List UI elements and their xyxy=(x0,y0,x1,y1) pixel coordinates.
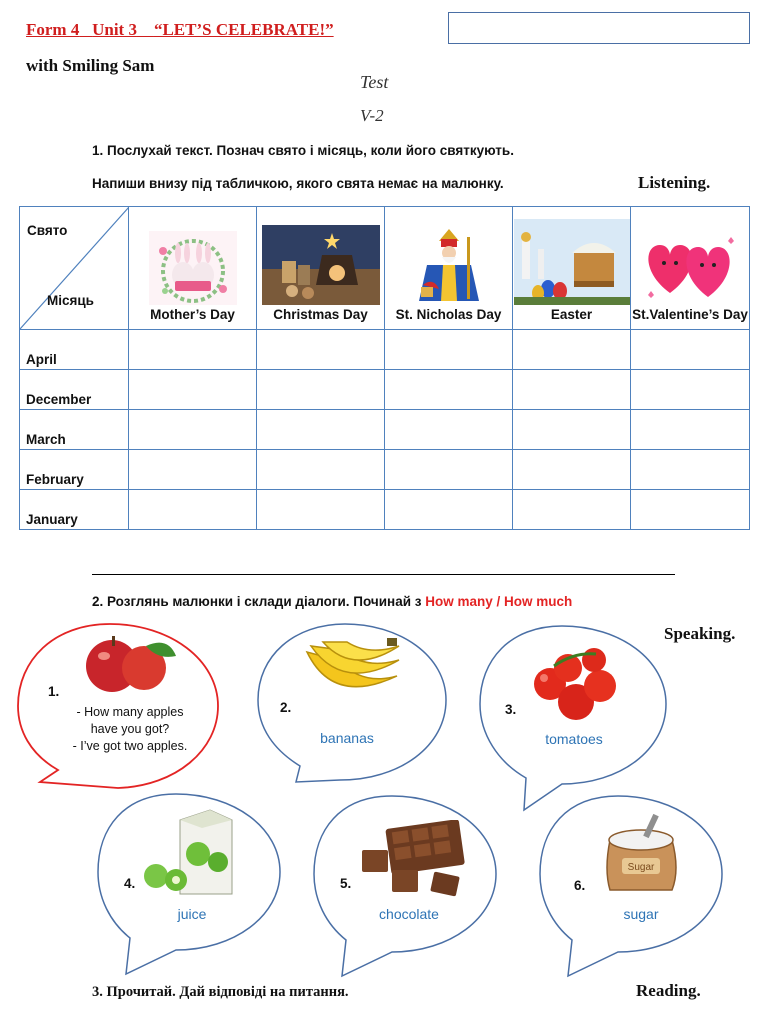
bubble-number: 4. xyxy=(124,876,136,891)
easter-cake-picture xyxy=(514,219,630,305)
task1-instruction: 1. Послухай текст. Познач свято і місяць, коли його святкують. xyxy=(92,143,514,158)
dialog-line: - I’ve got two apples. xyxy=(72,739,188,753)
holiday-table xyxy=(19,206,750,530)
answer-cell[interactable] xyxy=(257,330,385,370)
answer-cell[interactable] xyxy=(257,450,385,490)
chocolate-icon xyxy=(358,820,468,898)
answer-cell[interactable] xyxy=(631,370,750,410)
answer-cell[interactable] xyxy=(631,490,750,530)
bubble-word: chocolate xyxy=(379,906,439,922)
bubble-number: 1. xyxy=(48,684,60,699)
task1-instruction-2: Напиши внизу під табличкою, якого свята немає на малюнку. xyxy=(92,176,504,191)
header-title xyxy=(26,20,334,40)
holiday-label: St.Valentine’s Day xyxy=(632,307,748,322)
month-label: April xyxy=(20,330,129,370)
month-label: March xyxy=(20,410,129,450)
holiday-header-cell xyxy=(129,207,257,330)
holiday-label: Easter xyxy=(550,307,593,322)
apples-icon xyxy=(82,632,180,694)
holiday-header-cell xyxy=(631,207,750,330)
sugar-sack-icon xyxy=(596,810,686,896)
bubble-number: 5. xyxy=(340,876,352,891)
bubble-number: 2. xyxy=(280,700,292,715)
task2-instruction-text: 2. Розглянь малюнки і склади діалоги. Починай з xyxy=(92,594,426,609)
answer-cell[interactable] xyxy=(385,370,513,410)
name-field[interactable] xyxy=(448,12,750,44)
month-label: December xyxy=(20,370,129,410)
speaking-label: Speaking. xyxy=(664,624,736,643)
bubble-word: juice xyxy=(177,906,207,922)
svg-text:Sugar: Sugar xyxy=(627,862,655,873)
answer-cell[interactable] xyxy=(129,410,257,450)
corner-holiday-label: Свято xyxy=(27,223,68,238)
listening-label: Listening. xyxy=(638,173,711,192)
dialog-line: have you got? xyxy=(90,722,170,736)
answer-cell[interactable] xyxy=(631,330,750,370)
corner-cell xyxy=(20,207,129,330)
juice-carton-icon xyxy=(140,806,236,898)
bubble-number: 3. xyxy=(505,702,517,717)
form-label: Form 4 xyxy=(26,20,80,39)
unit-label: Unit 3 xyxy=(92,20,137,39)
answer-cell[interactable] xyxy=(385,330,513,370)
nativity-picture xyxy=(262,225,380,305)
variant-label: V-2 xyxy=(360,106,384,125)
answer-cell[interactable] xyxy=(257,410,385,450)
unit-title: “LET’S CELEBRATE!” xyxy=(153,20,334,39)
st-nicholas-picture xyxy=(413,225,485,305)
subtitle: with Smiling Sam xyxy=(26,56,155,75)
answer-cell[interactable] xyxy=(631,450,750,490)
holiday-label: Mother’s Day xyxy=(150,307,235,322)
answer-cell[interactable] xyxy=(513,450,631,490)
sample-dialog xyxy=(50,704,210,755)
month-label: January xyxy=(20,490,129,530)
answer-cell[interactable] xyxy=(129,370,257,410)
answer-cell[interactable] xyxy=(513,490,631,530)
answer-cell[interactable] xyxy=(513,370,631,410)
holiday-header-cell xyxy=(257,207,385,330)
bubble-word: sugar xyxy=(623,906,659,922)
holiday-header-cell xyxy=(513,207,631,330)
bananas-icon xyxy=(303,636,403,710)
holiday-label: Christmas Day xyxy=(273,307,368,322)
task2-instruction xyxy=(92,594,572,609)
answer-cell[interactable] xyxy=(385,450,513,490)
answer-cell[interactable] xyxy=(385,410,513,450)
holiday-label: St. Nicholas Day xyxy=(395,307,502,322)
bubble-number: 6. xyxy=(574,878,586,893)
task3-instruction: 3. Прочитай. Дай відповіді на питання. xyxy=(92,984,349,1000)
answer-cell[interactable] xyxy=(631,410,750,450)
bunnies-card-picture xyxy=(149,231,237,305)
bubble-word: tomatoes xyxy=(545,731,603,747)
task2-highlight: How many / How much xyxy=(425,594,573,609)
test-label: Test xyxy=(360,72,389,92)
answer-cell[interactable] xyxy=(129,490,257,530)
answer-cell[interactable] xyxy=(513,410,631,450)
reading-label: Reading. xyxy=(636,981,701,1000)
holiday-header-cell xyxy=(385,207,513,330)
answer-cell[interactable] xyxy=(385,490,513,530)
answer-cell[interactable] xyxy=(257,490,385,530)
corner-month-label: Місяць xyxy=(47,293,94,308)
hearts-picture xyxy=(640,233,740,305)
answer-cell[interactable] xyxy=(129,330,257,370)
month-label: February xyxy=(20,450,129,490)
tomatoes-icon xyxy=(524,646,624,724)
answer-cell[interactable] xyxy=(129,450,257,490)
answer-cell[interactable] xyxy=(513,330,631,370)
answer-cell[interactable] xyxy=(257,370,385,410)
bubble-word: bananas xyxy=(320,730,374,746)
dialog-line: - How many apples xyxy=(76,705,184,719)
answer-line[interactable] xyxy=(92,574,675,575)
